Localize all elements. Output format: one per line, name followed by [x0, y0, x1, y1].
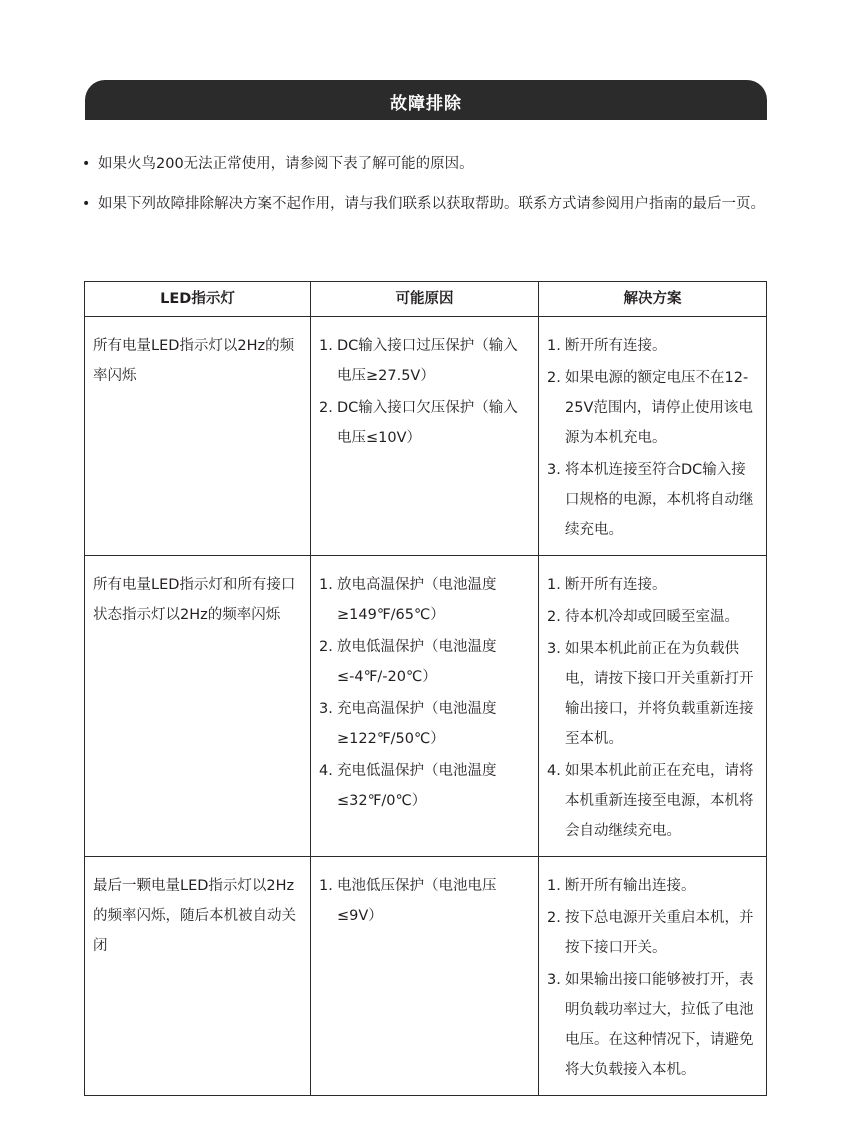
solution-item	[547, 871, 758, 901]
solution-item	[547, 570, 758, 600]
cause-number: 3.	[319, 701, 333, 717]
solution-number: 3.	[547, 641, 561, 657]
intro-bullet-text: 如果火鸟200无法正常使用，请参阅下表了解可能的原因。	[98, 156, 474, 172]
led-cell	[85, 556, 311, 857]
cause-text: DC输入接口欠压保护（输入电压≤10V）	[337, 400, 518, 446]
cause-list	[319, 331, 530, 453]
cause-number: 1.	[319, 878, 333, 894]
cause-item	[319, 632, 530, 692]
led-cell	[85, 857, 311, 1096]
cause-text: 充电高温保护（电池温度≥122℉/50℃）	[337, 701, 497, 747]
cause-list	[319, 871, 530, 931]
solution-item	[547, 756, 758, 846]
intro-bullet	[82, 150, 772, 179]
cause-item	[319, 756, 530, 816]
table-row	[85, 857, 767, 1096]
section-title-bar	[85, 80, 767, 120]
solution-item	[547, 965, 758, 1085]
cause-number: 4.	[319, 763, 333, 779]
led-description: 所有电量LED指示灯以2Hz的频率闪烁	[93, 338, 295, 384]
solution-text: 将本机连接至符合DC输入接口规格的电源，本机将自动继续充电。	[565, 462, 754, 538]
led-cell	[85, 317, 311, 556]
solution-cell	[539, 317, 767, 556]
solution-item	[547, 455, 758, 545]
cause-text: 充电低温保护（电池温度≤32℉/0℃）	[337, 763, 497, 809]
intro-bullet-text: 如果下列故障排除解决方案不起作用，请与我们联系以获取帮助。联系方式请参阅用户指南的最后一页。	[98, 196, 765, 212]
solution-text: 如果本机此前正在为负载供电，请按下接口开关重新打开输出接口，并将负载重新连接至本机。	[565, 641, 754, 747]
solution-list	[547, 570, 758, 846]
section-title: 故障排除	[390, 94, 462, 114]
column-header-solution: 解决方案	[539, 282, 767, 317]
troubleshooting-table	[84, 281, 767, 1096]
cause-number: 1.	[319, 577, 333, 593]
solution-number: 3.	[547, 462, 561, 478]
solution-text: 按下总电源开关重启本机，并按下接口开关。	[565, 910, 754, 956]
cause-item	[319, 393, 530, 453]
cause-item	[319, 694, 530, 754]
solution-text: 断开所有输出连接。	[565, 878, 696, 894]
solution-item	[547, 903, 758, 963]
cause-number: 1.	[319, 338, 333, 354]
bullet-icon: •	[82, 156, 91, 172]
cause-number: 2.	[319, 400, 333, 416]
solution-cell	[539, 556, 767, 857]
solution-number: 2.	[547, 910, 561, 926]
intro-bullet	[82, 190, 772, 219]
solution-text: 如果本机此前正在充电，请将本机重新连接至电源，本机将会自动继续充电。	[565, 763, 754, 839]
solution-text: 如果电源的额定电压不在12-25V范围内，请停止使用该电源为本机充电。	[565, 370, 753, 446]
solution-item	[547, 331, 758, 361]
led-description: 所有电量LED指示灯和所有接口状态指示灯以2Hz的频率闪烁	[93, 577, 296, 623]
solution-list	[547, 331, 758, 545]
solution-list	[547, 871, 758, 1085]
solution-text: 待本机冷却或回暖至室温。	[565, 609, 739, 625]
cause-list	[319, 570, 530, 816]
column-header-led: LED指示灯	[85, 282, 311, 317]
solution-number: 4.	[547, 763, 561, 779]
bullet-icon: •	[82, 196, 91, 212]
solution-item	[547, 634, 758, 754]
table-header-row	[85, 282, 767, 317]
cause-text: 电池低压保护（电池电压≤9V）	[337, 878, 497, 924]
solution-number: 1.	[547, 577, 561, 593]
cause-cell	[311, 857, 539, 1096]
solution-text: 断开所有连接。	[565, 577, 667, 593]
column-header-cause: 可能原因	[311, 282, 539, 317]
cause-cell	[311, 556, 539, 857]
solution-number: 1.	[547, 338, 561, 354]
table-row	[85, 317, 767, 556]
solution-number: 2.	[547, 609, 561, 625]
solution-number: 3.	[547, 972, 561, 988]
solution-item	[547, 363, 758, 453]
cause-item	[319, 570, 530, 630]
cause-number: 2.	[319, 639, 333, 655]
led-description: 最后一颗电量LED指示灯以2Hz的频率闪烁，随后本机被自动关闭	[93, 878, 296, 954]
solution-number: 2.	[547, 370, 561, 386]
solution-cell	[539, 857, 767, 1096]
cause-text: DC输入接口过压保护（输入电压≥27.5V）	[337, 338, 518, 384]
cause-item	[319, 331, 530, 391]
intro-bullets	[82, 150, 772, 230]
cause-item	[319, 871, 530, 931]
solution-number: 1.	[547, 878, 561, 894]
cause-cell	[311, 317, 539, 556]
solution-text: 如果输出接口能够被打开，表明负载功率过大，拉低了电池电压。在这种情况下，请避免将大负载接入本机。	[565, 972, 754, 1078]
cause-text: 放电高温保护（电池温度≥149℉/65℃）	[337, 577, 497, 623]
solution-item	[547, 602, 758, 632]
table-row	[85, 556, 767, 857]
solution-text: 断开所有连接。	[565, 338, 667, 354]
cause-text: 放电低温保护（电池温度≤-4℉/-20℃）	[337, 639, 497, 685]
